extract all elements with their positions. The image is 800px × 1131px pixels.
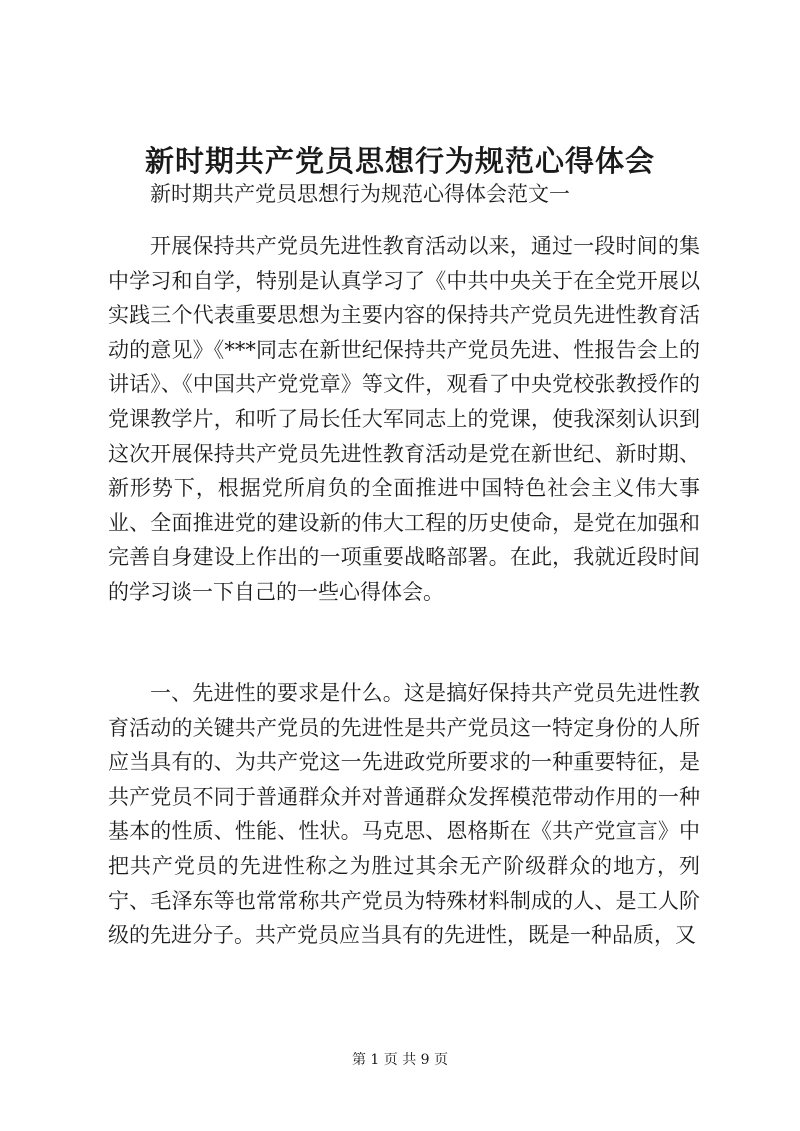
document-title: 新时期共产党员思想行为规范心得体会 bbox=[144, 144, 655, 178]
paragraph-1: 开展保持共产党员先进性教育活动以来，通过一段时间的集中学习和自学，特别是认真学习了《中共中央关于在全党开展以实践三个代表重要思想为主要内容的保持共产党员先进性教育活动的意见》《***同志在新世纪保持共产党员先进、性报告会上的讲话》、《中国共产党党章》等文件，观看了中央党校张教授作的党课教学片，和听了局长任大军同志上的党课，使我深刻认识到这次开展保持共产党员先进性教育活动是党在新世纪、新时期、新形势下，根据党所肩负的全面推进中国特色社会主义伟大事业、全面推进党的建设新的伟大工程的历史使命，是党在加强和完善自身建设上作出的一项重要战略部署。在此，我就近段时间的学习谈一下自己的一些心得体会。 bbox=[108, 234, 700, 604]
paragraph-2: 一、先进性的要求是什么。这是搞好保持共产党员先进性教育活动的关键共产党员的先进性是共产党员这一特定身份的人所应当具有的、为共产党这一先进政党所要求的一种重要特征，是共产党员不同于普通群众并对普通群众发挥模范带动作用的一种基本的性质、性能、性状。马克思、恩格斯在《共产党宣言》中把共产党员的先进性称之为胜过其余无产阶级群众的地方，列宁、毛泽东等也常常称共产党员为特殊材料制成的人、是工人阶级的先进分子。共产党员应当具有的先进性，既是一种品质，又 bbox=[108, 681, 700, 948]
page-footer: 第 1 页 共 9 页 bbox=[351, 1052, 449, 1068]
document-subtitle: 新时期共产党员思想行为规范心得体会范文一 bbox=[150, 182, 570, 206]
